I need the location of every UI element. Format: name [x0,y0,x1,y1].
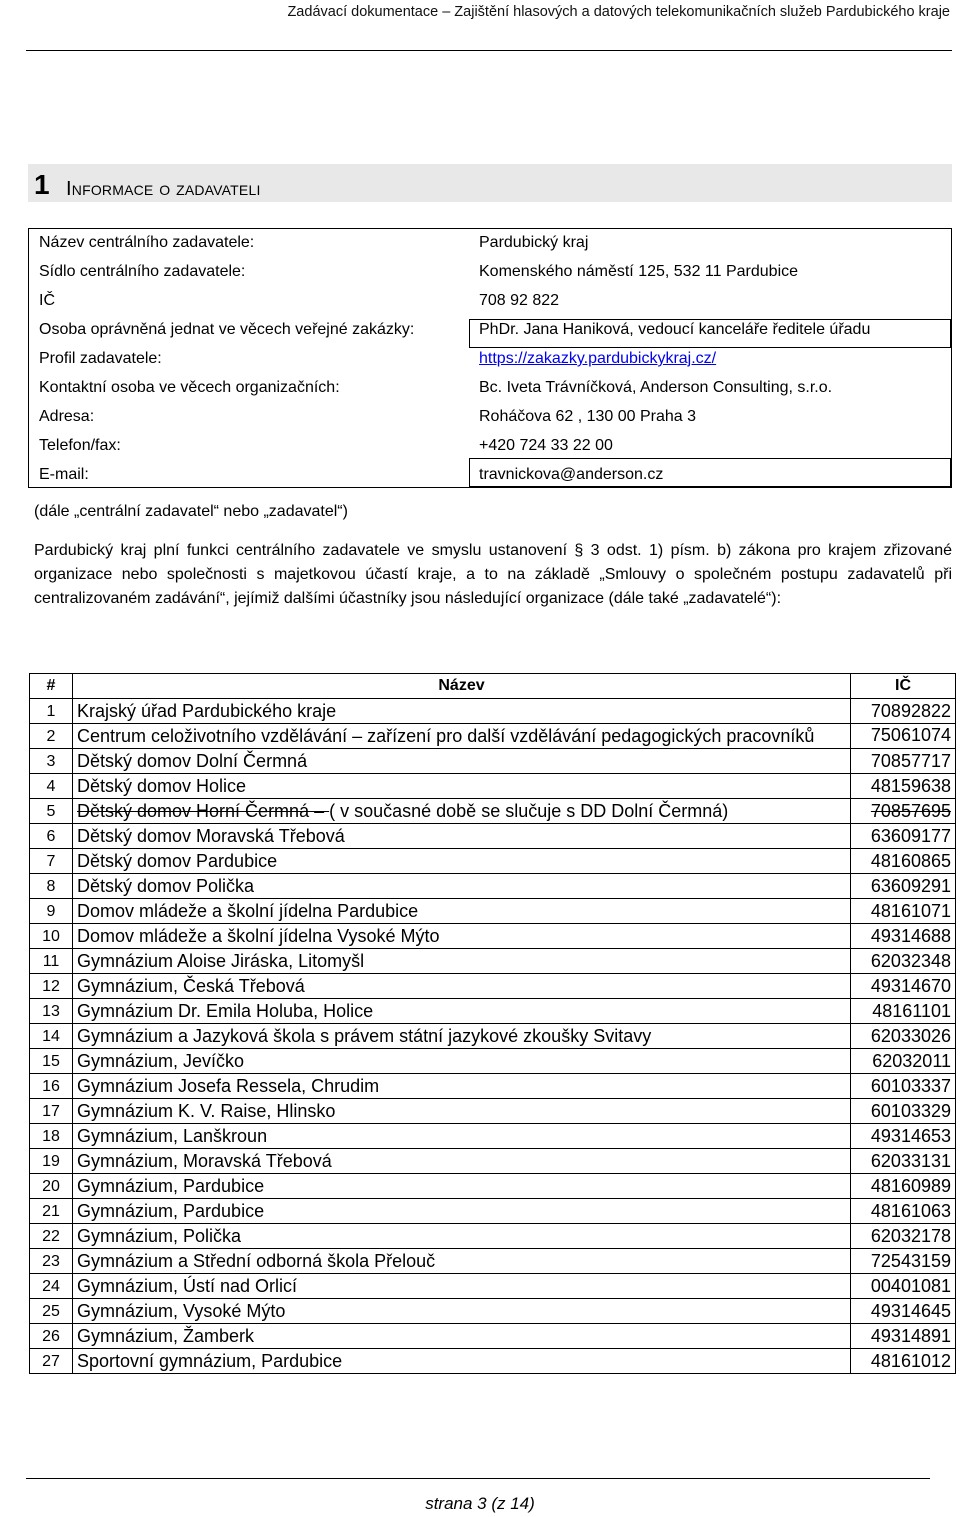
body-paragraph: Pardubický kraj plní funkci centrálního zadavatele ve smyslu ustanovení § 3 odst. 1) písm. b) zákona pro krajem zřizované organizace nebo společnosti s majetkovou účastí kraje, a to na základě „Smlouvy o společném postupu zadavatelů při centralizovaném zadávání“, jejímiž dalšími účastníky jsou následující organizace (dále také „zadavatelé“): [34,542,952,607]
organization-name: Krajský úřad Pardubického kraje [77,701,337,721]
table-row [30,899,956,924]
row-name [73,1349,851,1374]
row-number: 9 [30,899,73,924]
organization-name: Gymnázium, Pardubice [77,1201,265,1221]
contracting-authority-box [28,228,952,488]
row-number: 10 [30,924,73,949]
table-row [30,1349,956,1374]
row-number: 22 [30,1224,73,1249]
organization-name: Dětský domov Moravská Třebová [77,826,345,846]
row-ic: 62033131 [851,1149,956,1174]
row-ic: 49314688 [851,924,956,949]
table-row [30,1149,956,1174]
organizations-table [29,673,956,1374]
table-row [30,774,956,799]
row-name [73,1299,851,1324]
row-name [73,1274,851,1299]
row-name [73,1024,851,1049]
row-ic: 49314653 [851,1124,956,1149]
definition-note: (dále „centrální zadavatel“ nebo „zadavatel“) [34,503,348,520]
row-name [73,874,851,899]
row-name [73,899,851,924]
organization-name: Sportovní gymnázium, Pardubice [77,1351,343,1371]
row-ic: 70857695 [851,799,956,824]
email-value: travnickova@anderson.cz [479,466,664,483]
row-ic: 70857717 [851,749,956,774]
footer-rule [26,1478,930,1479]
table-row [30,799,956,824]
row-number: 23 [30,1249,73,1274]
organization-name: Dětský domov Pardubice [77,851,278,871]
organization-name: Gymnázium Josefa Ressela, Chrudim [77,1076,380,1096]
row-name [73,1249,851,1274]
person-label: Osoba oprávněná jednat ve věcech veřejné zakázky: [39,321,415,338]
organization-name: Domov mládeže a školní jídelna Pardubice [77,901,419,921]
table-body [30,699,956,1374]
address-value: Roháčova 62 , 130 00 Praha 3 [479,408,697,425]
row-name [73,774,851,799]
row-name [73,1324,851,1349]
table-row [30,924,956,949]
table-row [30,824,956,849]
row-number: 1 [30,699,73,724]
phone-value: +420 724 33 22 00 [479,437,613,454]
row-ic: 75061074 [851,724,956,749]
table-row [30,749,956,774]
row-ic: 48160989 [851,1174,956,1199]
phone-label: Telefon/fax: [39,437,121,454]
row-number: 3 [30,749,73,774]
contact-value: Bc. Iveta Trávníčková, Anderson Consulting, s.r.o. [479,379,833,396]
row-ic: 49314891 [851,1324,956,1349]
row-name [73,1224,851,1249]
organization-name: Gymnázium, Polička [77,1226,242,1246]
row-number: 26 [30,1324,73,1349]
table-row [30,1199,956,1224]
organization-name: Gymnázium, Ústí nad Orlicí [77,1276,298,1296]
organization-name: Gymnázium K. V. Raise, Hlinsko [77,1101,336,1121]
row-name [73,1074,851,1099]
name-label: Název centrálního zadavatele: [39,234,255,251]
section-heading [28,164,952,202]
row-name [73,1099,851,1124]
table-row [30,1124,956,1149]
organization-note: ( v současné době se slučuje s DD Dolní Čermná) [329,801,729,821]
row-number: 7 [30,849,73,874]
ic-label: IČ [39,292,55,309]
row-ic: 48161063 [851,1199,956,1224]
row-number: 17 [30,1099,73,1124]
row-name [73,974,851,999]
row-name [73,724,851,749]
row-name [73,1124,851,1149]
row-number: 13 [30,999,73,1024]
table-row [30,1274,956,1299]
row-ic: 63609177 [851,824,956,849]
row-name [73,1149,851,1174]
row-number: 24 [30,1274,73,1299]
row-name [73,924,851,949]
section-title: Informace o zadavateli [66,178,261,200]
table-row [30,1074,956,1099]
table-row [30,1299,956,1324]
row-number: 18 [30,1124,73,1149]
row-number: 4 [30,774,73,799]
row-name [73,849,851,874]
row-ic: 48160865 [851,849,956,874]
row-number: 16 [30,1074,73,1099]
row-ic: 48161012 [851,1349,956,1374]
row-number: 20 [30,1174,73,1199]
organization-name: Dětský domov Horní Čermná – [77,801,330,821]
table-row [30,1099,956,1124]
organization-name: Domov mládeže a školní jídelna Vysoké Mýto [77,926,440,946]
row-ic: 72543159 [851,1249,956,1274]
row-number: 2 [30,724,73,749]
name-value: Pardubický kraj [479,234,589,251]
row-ic: 62032178 [851,1224,956,1249]
profile-label: Profil zadavatele: [39,350,162,367]
table-row [30,1049,956,1074]
row-name [73,1199,851,1224]
profile-link[interactable]: https://zakazky.pardubickykraj.cz/ [479,350,717,367]
table-row [30,724,956,749]
row-name [73,799,851,824]
row-ic: 70892822 [851,699,956,724]
row-ic: 60103337 [851,1074,956,1099]
row-number: 14 [30,1024,73,1049]
page-number: strana 3 (z 14) [425,1494,535,1513]
col-number: # [30,674,73,699]
row-name [73,824,851,849]
table-row [30,1024,956,1049]
row-number: 19 [30,1149,73,1174]
table-row [30,699,956,724]
row-ic: 62032011 [851,1049,956,1074]
row-ic: 63609291 [851,874,956,899]
table-row [30,949,956,974]
table-row [30,1249,956,1274]
row-ic: 00401081 [851,1274,956,1299]
row-number: 8 [30,874,73,899]
header-rule [26,50,952,51]
table-row [30,999,956,1024]
organization-name: Gymnázium, Žamberk [77,1326,255,1346]
row-ic: 48159638 [851,774,956,799]
row-number: 5 [30,799,73,824]
row-ic: 48161071 [851,899,956,924]
seat-label: Sídlo centrálního zadavatele: [39,263,246,280]
organization-name: Gymnázium, Jevíčko [77,1051,245,1071]
contact-label: Kontaktní osoba ve věcech organizačních: [39,379,340,396]
row-ic: 60103329 [851,1099,956,1124]
seat-value: Komenského náměstí 125, 532 11 Pardubice [479,263,799,280]
row-name [73,1049,851,1074]
table-row [30,974,956,999]
row-ic: 48161101 [851,999,956,1024]
organization-name: Gymnázium a Střední odborná škola Přelouč [77,1251,436,1271]
organization-name: Gymnázium, Česká Třebová [77,976,305,996]
email-label: E-mail: [39,466,89,483]
row-name [73,749,851,774]
organization-name: Gymnázium, Moravská Třebová [77,1151,332,1171]
organization-name: Gymnázium, Pardubice [77,1176,265,1196]
row-number: 12 [30,974,73,999]
row-ic: 49314670 [851,974,956,999]
table-header-row [30,674,956,699]
row-number: 15 [30,1049,73,1074]
row-name [73,949,851,974]
col-name: Název [73,674,851,699]
row-ic: 62032348 [851,949,956,974]
address-label: Adresa: [39,408,95,425]
organization-name: Gymnázium a Jazyková škola s právem státní jazykové zkoušky Svitavy [77,1026,652,1046]
row-number: 21 [30,1199,73,1224]
row-ic: 49314645 [851,1299,956,1324]
organization-name: Dětský domov Holice [77,776,247,796]
running-header: Zadávací dokumentace – Zajištění hlasových a datových telekomunikačních služeb Pardubického kraje [287,4,950,20]
organization-name: Gymnázium Dr. Emila Holuba, Holice [77,1001,374,1021]
row-number: 11 [30,949,73,974]
section-number: 1 [34,169,50,200]
row-name [73,699,851,724]
ic-value: 708 92 822 [479,292,560,309]
table-row [30,1324,956,1349]
row-name [73,999,851,1024]
organization-name: Dětský domov Dolní Čermná [77,751,308,771]
organization-name: Centrum celoživotního vzdělávání – zařízení pro další vzdělávání pedagogických pracovníků [77,725,815,746]
row-ic: 62033026 [851,1024,956,1049]
organization-name: Gymnázium, Lanškroun [77,1126,268,1146]
organization-name: Gymnázium Aloise Jiráska, Litomyšl [77,951,365,971]
table-row [30,874,956,899]
table-row [30,1224,956,1249]
row-name [73,1174,851,1199]
row-number: 6 [30,824,73,849]
organization-name: Dětský domov Polička [77,876,255,896]
row-number: 25 [30,1299,73,1324]
table-row [30,1174,956,1199]
person-value: PhDr. Jana Haniková, vedoucí kanceláře ředitele úřadu [479,321,871,338]
table-row [30,849,956,874]
col-ic: IČ [851,674,956,699]
row-number: 27 [30,1349,73,1374]
organization-name: Gymnázium, Vysoké Mýto [77,1301,286,1321]
